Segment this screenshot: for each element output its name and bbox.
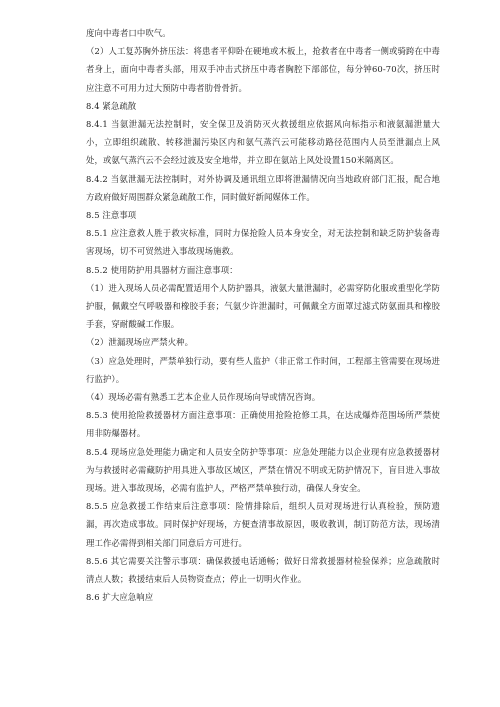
text-paragraph: 8.4.1 当氨泄漏无法控制时，安全保卫及消防灭火救援组应依据风向标指示和液氨漏泄量大小，立即组织疏散、转移泄漏污染区内和氨气蒸汽云可能移动路径范围内人员至泄漏点上风处，或氨气蒸汽云不会经过波及安全地带，并立即在氨站上风处设置150米隔离区。: [86, 119, 440, 166]
text-paragraph: 8.5.2 使用防护用具器材方面注意事项：: [86, 264, 238, 275]
section-heading: 8.5 注意事项: [86, 210, 137, 221]
text-paragraph: （2）人工复苏胸外挤压法：将患者平仰卧在硬地或木板上，抢救者在中毒者一侧或骑跨在中毒者身上，面向中毒者头部，用双手冲击式挤压中毒者胸腔下部部位，每分钟60-70次，挤压时应注意不可用力过大预防中毒者肋骨骨折。: [86, 46, 440, 93]
text-paragraph: 8.5.3 使用抢险救援器材方面注意事项：正确使用抢险抢修工具，在达成爆炸范围场所严禁使用非防爆器材。: [86, 410, 440, 439]
text-paragraph: 8.5.6 其它需要关注警示事项：确保救援电话通畅；做好日常救援器材检验保养；应急疏散时清点人数；救援结束后人员物资查点；停止一切明火作业。: [86, 555, 440, 585]
text-paragraph: 度向中毒者口中吹气。: [86, 28, 171, 38]
text-paragraph: （4）现场必需有熟悉工艺本企业人员作现场向导或情况咨询。: [86, 392, 321, 403]
section-heading: 8.6 扩大应急响应: [86, 592, 154, 603]
text-paragraph: （2）泄漏现场应严禁火种。: [86, 337, 194, 348]
text-paragraph: 8.5.4 现场应急处理能力确定和人员安全防护等事项：应急处理能力以企业现有应急救援器材为与救援时必需藏防护用具进入事故区域区，严禁在情况不明或无防护情况下，盲目进入事故现场。进入事故现场，必需有监护人，严格严禁单独行动，确保人身安全。: [86, 446, 440, 494]
text-paragraph: （3）应急处理时，严禁单独行动，要有些人监护（非正常工作时间，工程部主管需要在现场进行监护）。: [86, 355, 440, 384]
text-paragraph: 8.5.5 应急救援工作结束后注意事项：险情排除后，组织人员对现场进行认真检验，预防遗漏，再次造成事故。同时保护好现场，方便查清事故原因，吸收教训，制订防范方法，现场清理工作必需得到相关部门同意后方可进行。: [86, 501, 440, 548]
text-paragraph: （1）进入现场人员必需配置适用个人防护器具，液氨大量泄漏时，必需穿防化服或重型化学防护服，佩戴空气呼吸器和橡胶手套；气氨少许泄漏时，可佩戴全方面罩过滤式防氨面具和橡胶手套，穿耐酸碱工作服。: [86, 282, 440, 330]
text-paragraph: 8.4.2 当氨泄漏无法控制时，对外协调及通讯组立即将泄漏情况向当地政府部门汇报，配合地方政府做好周围群众紧急疏散工作，同时做好新闻媒体工作。: [86, 173, 440, 202]
section-heading: 8.4 紧急疏散: [86, 100, 137, 111]
text-paragraph: 8.5.1 应注意救人胜于救灾标准，同时力保抢险人员本身安全，对无法控制和缺乏防护装备毒害现场，切不可贸然进入事故现场施救。: [86, 228, 440, 257]
